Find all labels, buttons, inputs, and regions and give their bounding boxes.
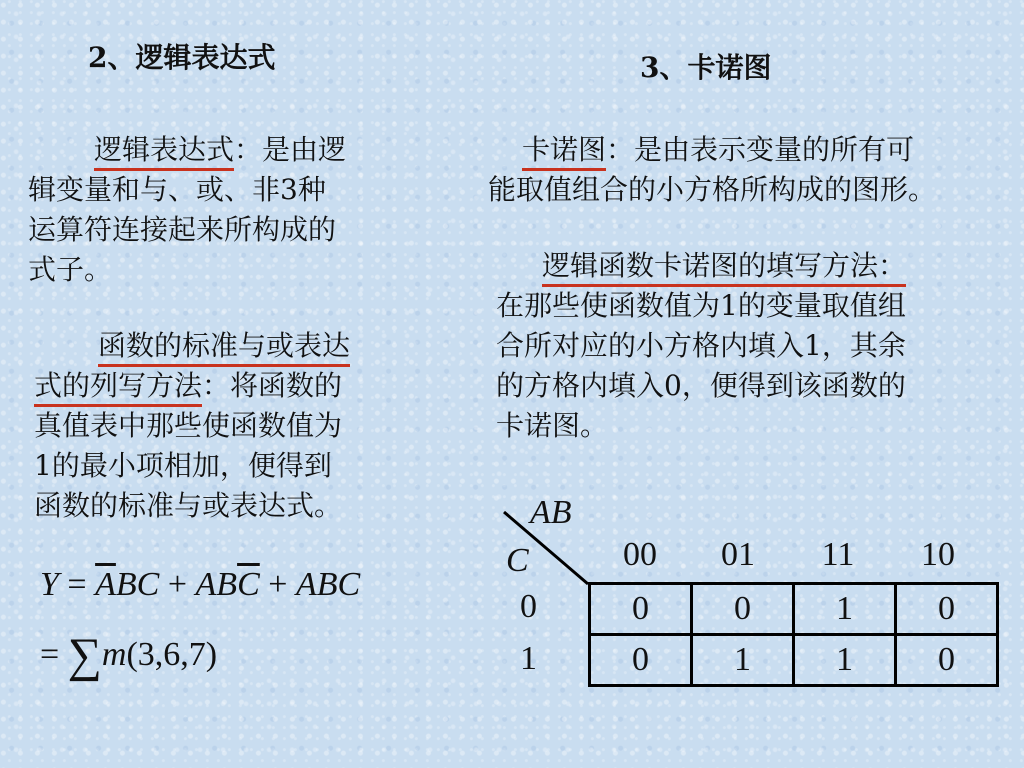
kmap-cell: 1 — [794, 584, 896, 635]
kmap-grid — [588, 582, 999, 687]
kmap-cell: 1 — [794, 635, 896, 686]
standard-form-method: 函数的标准与或表达 式的列写方法：将函数的 真值表中那些使函数值为 1的最小项相加，便得到 函数的标准与或表达式。 — [34, 329, 351, 522]
kmap-cell: 0 — [590, 584, 692, 635]
kmap-cell: 0 — [692, 584, 794, 635]
term-standard-form-b: 式的列写方法 — [34, 369, 202, 407]
kmap-cell: 0 — [590, 635, 692, 686]
kmap-definition: 卡诺图：是由表示变量的所有可 能取值组合的小方格所构成的图形。 — [488, 133, 937, 206]
left-heading: 2、逻辑表达式 — [88, 41, 276, 74]
kmap-col-header: 10 — [921, 536, 955, 573]
kmap-column-variable: AB — [530, 494, 572, 531]
sigma-symbol: ∑ — [67, 629, 102, 682]
kmap-col-header: 00 — [623, 536, 657, 573]
logic-expression-definition: 逻辑表达式：是由逻 辑变量和与、或、非3种 运算符连接起来所构成的 式子。 — [28, 133, 347, 286]
formula-line-2: = ∑m(3,6,7) — [40, 629, 218, 682]
kmap-row-variable: C — [506, 542, 529, 579]
formula-line-1: $Y = \overline{A}BC + AB\overline{C}$ + ABC — [40, 566, 361, 603]
kmap-cell: 1 — [692, 635, 794, 686]
kmap-fill-method: 逻辑函数卡诺图的填写方法： 在那些使函数值为1的变量取值组 合所对应的小方格内填入1，其余 的方格内填入0，便得到该函数的 卡诺图。 — [496, 249, 907, 442]
kmap-cell: 0 — [896, 635, 998, 686]
right-heading: 3、卡诺图 — [640, 51, 772, 84]
kmap-row-header: 1 — [520, 640, 537, 677]
kmap-row-header: 0 — [520, 588, 537, 625]
kmap-col-header: 11 — [821, 536, 855, 573]
kmap-col-header: 01 — [721, 536, 755, 573]
kmap-cell: 0 — [896, 584, 998, 635]
kmap-row-0 — [590, 584, 998, 635]
term-kmap-method: 逻辑函数卡诺图的填写方法 — [542, 249, 878, 287]
kmap-row-1 — [590, 635, 998, 686]
term-standard-form-a: 函数的标准与或表达 — [98, 329, 350, 367]
term-logic-expression: 逻辑表达式 — [94, 133, 234, 171]
term-kmap: 卡诺图 — [522, 133, 606, 171]
